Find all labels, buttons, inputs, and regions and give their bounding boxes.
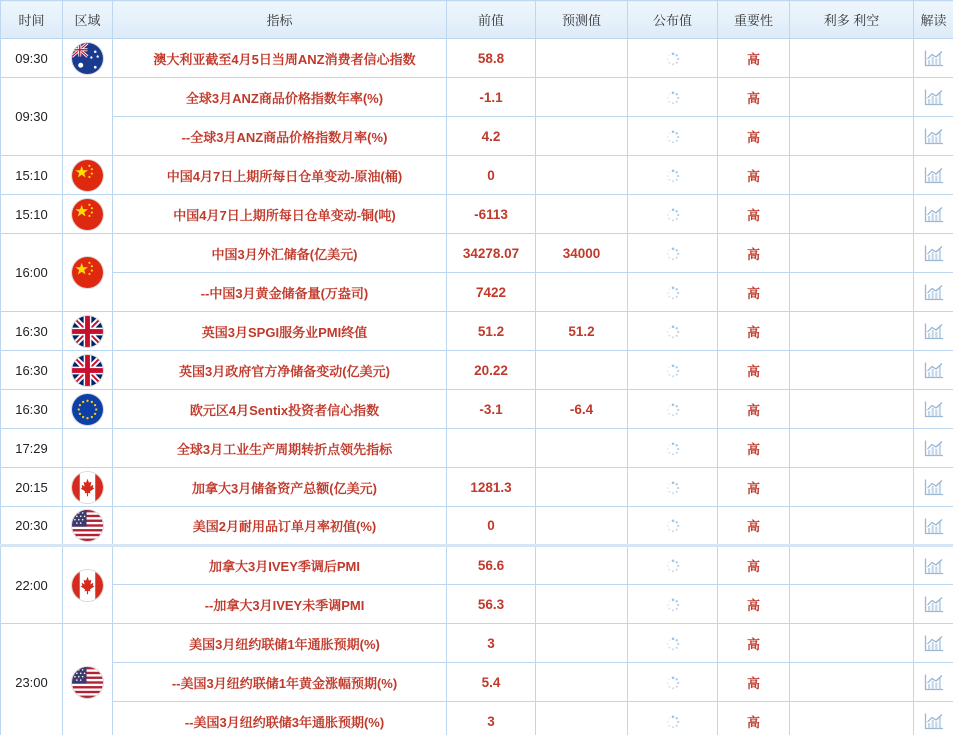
actual-cell — [628, 702, 718, 735]
forecast-value — [536, 468, 628, 507]
importance-cell: 高 — [718, 78, 790, 117]
loading-spinner-icon — [666, 247, 680, 261]
explain-cell[interactable] — [914, 78, 953, 117]
forecast-value — [536, 429, 628, 468]
explain-cell[interactable] — [914, 546, 953, 585]
table-row — [1, 507, 953, 546]
col-actual: 公布值 — [628, 1, 718, 39]
time-cell: 20:30 — [1, 507, 63, 546]
canada-flag-icon — [72, 570, 103, 601]
time-cell: 15:10 — [1, 156, 63, 195]
table-row — [1, 702, 953, 735]
loading-spinner-icon — [666, 52, 680, 66]
time-cell: 09:30 — [1, 78, 63, 156]
actual-cell — [628, 507, 718, 546]
region-cell — [63, 78, 113, 156]
previous-value: 0 — [447, 507, 536, 546]
chart-icon[interactable] — [924, 478, 944, 496]
previous-value: 7422 — [447, 273, 536, 312]
previous-value: 56.6 — [447, 546, 536, 585]
impact-cell — [790, 507, 914, 546]
uk-flag-icon — [72, 355, 103, 386]
loading-spinner-icon — [666, 442, 680, 456]
previous-value: 3 — [447, 702, 536, 735]
region-cell — [63, 312, 113, 351]
region-cell — [63, 351, 113, 390]
time-cell: 20:15 — [1, 468, 63, 507]
explain-cell[interactable] — [914, 195, 953, 234]
table-row — [1, 624, 953, 663]
explain-cell[interactable] — [914, 624, 953, 663]
importance-cell: 高 — [718, 585, 790, 624]
china-flag-icon — [72, 160, 103, 191]
previous-value: 3 — [447, 624, 536, 663]
forecast-value: 51.2 — [536, 312, 628, 351]
indicator-cell[interactable]: 美国3月纽约联储1年通胀预期(%) — [113, 624, 447, 663]
chart-icon[interactable] — [924, 634, 944, 652]
col-explain: 解读 — [914, 1, 953, 39]
table-row — [1, 117, 953, 156]
table-row — [1, 273, 953, 312]
chart-icon[interactable] — [924, 595, 944, 613]
indicator-cell[interactable]: --中国3月黄金储备量(万盎司) — [113, 273, 447, 312]
previous-value: 20.22 — [447, 351, 536, 390]
table-row — [1, 312, 953, 351]
region-cell — [63, 624, 113, 735]
indicator-cell[interactable]: 全球3月ANZ商品价格指数年率(%) — [113, 78, 447, 117]
explain-cell[interactable] — [914, 585, 953, 624]
importance-cell: 高 — [718, 468, 790, 507]
chart-icon[interactable] — [924, 88, 944, 106]
actual-cell — [628, 468, 718, 507]
loading-spinner-icon — [666, 481, 680, 495]
table-body — [1, 39, 953, 735]
indicator-cell[interactable]: 美国2月耐用品订单月率初值(%) — [113, 507, 447, 546]
chart-icon[interactable] — [924, 166, 944, 184]
importance-cell: 高 — [718, 195, 790, 234]
loading-spinner-icon — [666, 208, 680, 222]
explain-cell[interactable] — [914, 39, 953, 78]
chart-icon[interactable] — [924, 400, 944, 418]
impact-cell — [790, 663, 914, 702]
impact-cell — [790, 234, 914, 273]
indicator-cell[interactable]: --加拿大3月IVEY未季调PMI — [113, 585, 447, 624]
chart-icon[interactable] — [924, 49, 944, 67]
forecast-value — [536, 546, 628, 585]
loading-spinner-icon — [666, 325, 680, 339]
region-cell — [63, 546, 113, 624]
indicator-cell[interactable]: 加拿大3月IVEY季调后PMI — [113, 546, 447, 585]
loading-spinner-icon — [666, 91, 680, 105]
impact-cell — [790, 429, 914, 468]
explain-cell[interactable] — [914, 468, 953, 507]
forecast-value: 34000 — [536, 234, 628, 273]
table-row — [1, 78, 953, 117]
loading-spinner-icon — [666, 130, 680, 144]
loading-spinner-icon — [666, 637, 680, 651]
forecast-value: -6.4 — [536, 390, 628, 429]
forecast-value — [536, 273, 628, 312]
previous-value: 56.3 — [447, 585, 536, 624]
indicator-cell[interactable]: --美国3月纽约联储1年黄金涨幅预期(%) — [113, 663, 447, 702]
region-cell — [63, 156, 113, 195]
impact-cell — [790, 624, 914, 663]
loading-spinner-icon — [666, 598, 680, 612]
importance-cell: 高 — [718, 234, 790, 273]
loading-spinner-icon — [666, 559, 680, 573]
explain-cell[interactable] — [914, 156, 953, 195]
col-importance: 重要性 — [718, 1, 790, 39]
table-row — [1, 39, 953, 78]
importance-cell: 高 — [718, 351, 790, 390]
chart-icon[interactable] — [924, 322, 944, 340]
explain-cell[interactable] — [914, 312, 953, 351]
region-cell — [63, 429, 113, 468]
actual-cell — [628, 663, 718, 702]
explain-cell[interactable] — [914, 429, 953, 468]
indicator-cell[interactable]: 英国3月政府官方净储备变动(亿美元) — [113, 351, 447, 390]
previous-value: 0 — [447, 156, 536, 195]
time-cell: 17:29 — [1, 429, 63, 468]
indicator-cell[interactable]: --全球3月ANZ商品价格指数月率(%) — [113, 117, 447, 156]
indicator-cell[interactable]: 欧元区4月Sentix投资者信心指数 — [113, 390, 447, 429]
explain-cell[interactable] — [914, 507, 953, 546]
impact-cell — [790, 468, 914, 507]
time-cell: 16:30 — [1, 312, 63, 351]
actual-cell — [628, 234, 718, 273]
forecast-value — [536, 585, 628, 624]
table-row — [1, 546, 953, 585]
explain-cell[interactable] — [914, 117, 953, 156]
forecast-value — [536, 663, 628, 702]
chart-icon[interactable] — [924, 244, 944, 262]
time-cell: 23:00 — [1, 624, 63, 735]
actual-cell — [628, 78, 718, 117]
previous-value: 5.4 — [447, 663, 536, 702]
table-row — [1, 468, 953, 507]
col-time: 时间 — [1, 1, 63, 39]
table-header-row — [1, 1, 953, 39]
importance-cell: 高 — [718, 507, 790, 546]
actual-cell — [628, 390, 718, 429]
col-forecast: 预测值 — [536, 1, 628, 39]
previous-value: 1281.3 — [447, 468, 536, 507]
region-cell — [63, 468, 113, 507]
impact-cell — [790, 39, 914, 78]
time-cell: 16:30 — [1, 351, 63, 390]
table-row — [1, 195, 953, 234]
impact-cell — [790, 351, 914, 390]
actual-cell — [628, 273, 718, 312]
chart-icon[interactable] — [924, 127, 944, 145]
previous-value: -6113 — [447, 195, 536, 234]
forecast-value — [536, 195, 628, 234]
table-row — [1, 429, 953, 468]
impact-cell — [790, 702, 914, 735]
impact-cell — [790, 117, 914, 156]
actual-cell — [628, 429, 718, 468]
table-row — [1, 585, 953, 624]
time-cell: 15:10 — [1, 195, 63, 234]
actual-cell — [628, 156, 718, 195]
table-row — [1, 351, 953, 390]
loading-spinner-icon — [666, 169, 680, 183]
previous-value: 58.8 — [447, 39, 536, 78]
importance-cell: 高 — [718, 273, 790, 312]
chart-icon[interactable] — [924, 517, 944, 535]
actual-cell — [628, 546, 718, 585]
impact-cell — [790, 78, 914, 117]
chart-icon[interactable] — [924, 712, 944, 730]
indicator-cell[interactable]: 中国3月外汇储备(亿美元) — [113, 234, 447, 273]
previous-value: 34278.07 — [447, 234, 536, 273]
forecast-value — [536, 156, 628, 195]
indicator-cell[interactable]: 全球3月工业生产周期转折点领先指标 — [113, 429, 447, 468]
chart-icon[interactable] — [924, 205, 944, 223]
indicator-cell[interactable]: --美国3月纽约联储3年通胀预期(%) — [113, 702, 447, 735]
impact-cell — [790, 390, 914, 429]
explain-cell[interactable] — [914, 390, 953, 429]
impact-cell — [790, 273, 914, 312]
region-cell — [63, 195, 113, 234]
usa-flag-icon — [72, 667, 103, 698]
region-cell — [63, 507, 113, 546]
indicator-cell[interactable]: 澳大利亚截至4月5日当周ANZ消费者信心指数 — [113, 39, 447, 78]
impact-cell — [790, 585, 914, 624]
chart-icon[interactable] — [924, 439, 944, 457]
loading-spinner-icon — [666, 676, 680, 690]
col-region: 区域 — [63, 1, 113, 39]
loading-spinner-icon — [666, 715, 680, 729]
explain-cell[interactable] — [914, 273, 953, 312]
impact-cell — [790, 312, 914, 351]
previous-value: -3.1 — [447, 390, 536, 429]
explain-cell[interactable] — [914, 351, 953, 390]
importance-cell: 高 — [718, 156, 790, 195]
loading-spinner-icon — [666, 364, 680, 378]
loading-spinner-icon — [666, 286, 680, 300]
impact-cell — [790, 195, 914, 234]
china-flag-icon — [72, 257, 103, 288]
eu-flag-icon — [72, 394, 103, 425]
actual-cell — [628, 195, 718, 234]
forecast-value — [536, 351, 628, 390]
actual-cell — [628, 39, 718, 78]
table-row — [1, 156, 953, 195]
impact-cell — [790, 546, 914, 585]
indicator-cell[interactable]: 中国4月7日上期所每日仓单变动-原油(桶) — [113, 156, 447, 195]
table-row — [1, 234, 953, 273]
importance-cell: 高 — [718, 624, 790, 663]
actual-cell — [628, 351, 718, 390]
actual-cell — [628, 585, 718, 624]
importance-cell: 高 — [718, 663, 790, 702]
explain-cell[interactable] — [914, 234, 953, 273]
time-cell: 16:00 — [1, 234, 63, 312]
chart-icon[interactable] — [924, 283, 944, 301]
importance-cell: 高 — [718, 429, 790, 468]
chart-icon[interactable] — [924, 673, 944, 691]
forecast-value — [536, 507, 628, 546]
previous-value: 51.2 — [447, 312, 536, 351]
previous-value: -1.1 — [447, 78, 536, 117]
time-cell: 16:30 — [1, 390, 63, 429]
previous-value: 4.2 — [447, 117, 536, 156]
explain-cell[interactable] — [914, 702, 953, 735]
usa-flag-icon — [72, 510, 103, 541]
australia-flag-icon — [72, 43, 103, 74]
forecast-value — [536, 39, 628, 78]
indicator-cell[interactable]: 中国4月7日上期所每日仓单变动-铜(吨) — [113, 195, 447, 234]
uk-flag-icon — [72, 316, 103, 347]
region-cell — [63, 39, 113, 78]
forecast-value — [536, 702, 628, 735]
col-impact: 利多 利空 — [790, 1, 914, 39]
explain-cell[interactable] — [914, 663, 953, 702]
time-cell: 22:00 — [1, 546, 63, 624]
loading-spinner-icon — [666, 519, 680, 533]
col-previous: 前值 — [447, 1, 536, 39]
region-cell — [63, 234, 113, 312]
col-indicator: 指标 — [113, 1, 447, 39]
actual-cell — [628, 624, 718, 663]
indicator-cell[interactable]: 英国3月SPGI服务业PMI终值 — [113, 312, 447, 351]
china-flag-icon — [72, 199, 103, 230]
indicator-cell[interactable]: 加拿大3月储备资产总额(亿美元) — [113, 468, 447, 507]
actual-cell — [628, 312, 718, 351]
region-cell — [63, 390, 113, 429]
loading-spinner-icon — [666, 403, 680, 417]
importance-cell: 高 — [718, 546, 790, 585]
time-cell: 09:30 — [1, 39, 63, 78]
table-row — [1, 663, 953, 702]
actual-cell — [628, 117, 718, 156]
importance-cell: 高 — [718, 390, 790, 429]
chart-icon[interactable] — [924, 557, 944, 575]
previous-value — [447, 429, 536, 468]
forecast-value — [536, 624, 628, 663]
forecast-value — [536, 117, 628, 156]
canada-flag-icon — [72, 472, 103, 503]
impact-cell — [790, 156, 914, 195]
importance-cell: 高 — [718, 117, 790, 156]
chart-icon[interactable] — [924, 361, 944, 379]
importance-cell: 高 — [718, 312, 790, 351]
table-row — [1, 390, 953, 429]
importance-cell: 高 — [718, 702, 790, 735]
importance-cell: 高 — [718, 39, 790, 78]
forecast-value — [536, 78, 628, 117]
